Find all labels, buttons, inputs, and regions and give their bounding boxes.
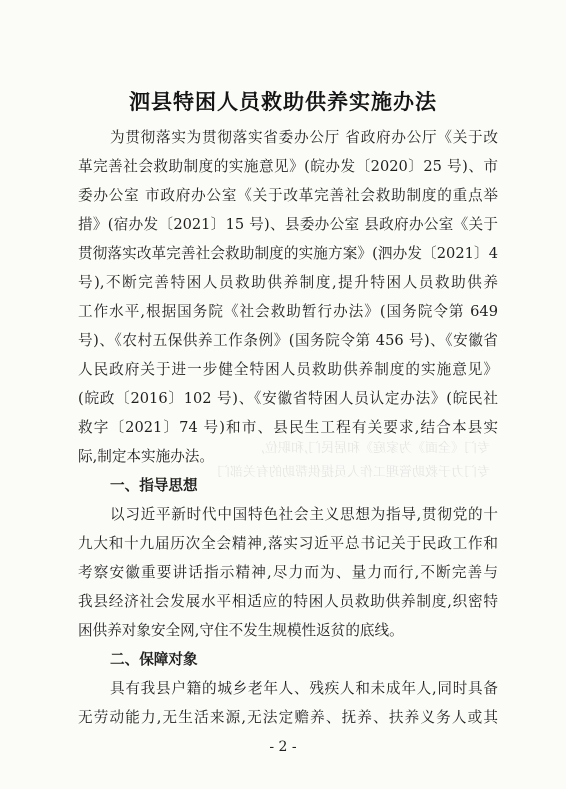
section-heading-guiding-ideology: 一、指导思想 xyxy=(110,477,198,494)
paragraph-line: 无劳动能力,无生活来源,无法定赡养、抚养、扶养义务人或其 xyxy=(78,709,498,726)
paragraph-line: 具有我县户籍的城乡老年人、残疾人和未成年人,同时具备 xyxy=(110,680,498,697)
paragraph-line: 号)、《农村五保供养工作条例》(国务院令第 456 号)、《安徽省 xyxy=(78,332,498,349)
paragraph-line: 号),不断完善特困人员救助供养制度,提升特困人员救助供养 xyxy=(78,274,498,291)
paragraph-line: 工作水平,根据国务院《社会救助暂行办法》(国务院令第 649 xyxy=(78,303,498,320)
paragraph-line: 以习近平新时代中国特色社会主义思想为指导,贯彻党的十 xyxy=(110,506,498,523)
paragraph-line: 考察安徽重要讲话指示精神,尽力而为、量力而行,不断完善与 xyxy=(78,564,498,581)
paragraph-line: 救字〔2021〕74 号)和市、县民生工程有关要求,结合本县实 xyxy=(78,419,498,436)
paragraph-line: (皖政〔2016〕102 号)、《安徽省特困人员认定办法》(皖民社 xyxy=(78,390,498,407)
paragraph-line: 我县经济社会发展水平相适应的特困人员救助供养制度,织密特 xyxy=(78,593,498,610)
paragraph-line: 革完善社会救助制度的实施意见》(皖办发〔2020〕25 号)、市 xyxy=(78,158,498,175)
paragraph-line: 人民政府关于进一步健全特困人员救助供养制度的实施意见》 xyxy=(78,361,498,378)
page-title: 泗县特困人员救助供养实施办法 xyxy=(129,90,437,114)
paragraph-line: 委办公室 市政府办公室《关于改革完善社会救助制度的重点举 xyxy=(78,187,498,204)
section-heading-coverage: 二、保障对象 xyxy=(110,651,198,668)
show-through-text: 专门力于救助管理工作人员提供帮助的有关部门 xyxy=(216,465,490,480)
page-number: - 2 - xyxy=(269,739,297,755)
paragraph-line: 际,制定本实施办法。 xyxy=(78,448,214,465)
paragraph-line: 困供养对象安全网,守住不发生规模性返贫的底线。 xyxy=(78,622,404,639)
paragraph-line: 措》(宿办发〔2021〕15 号)、县委办公室 县政府办公室《关于 xyxy=(78,216,498,233)
paragraph-line: 九大和十九届历次全会精神,落实习近平总书记关于民政工作和 xyxy=(78,535,498,552)
paragraph-line: 贯彻落实改革完善社会救助制度的实施方案》(泗办发〔2021〕4 xyxy=(78,245,498,262)
paragraph-line: 为贯彻落实为贯彻落实省委办公厅 省政府办公厅《关于改 xyxy=(110,129,498,146)
show-through-text: 专门《全面》为家庭》和居民门,和职位, xyxy=(260,441,490,456)
